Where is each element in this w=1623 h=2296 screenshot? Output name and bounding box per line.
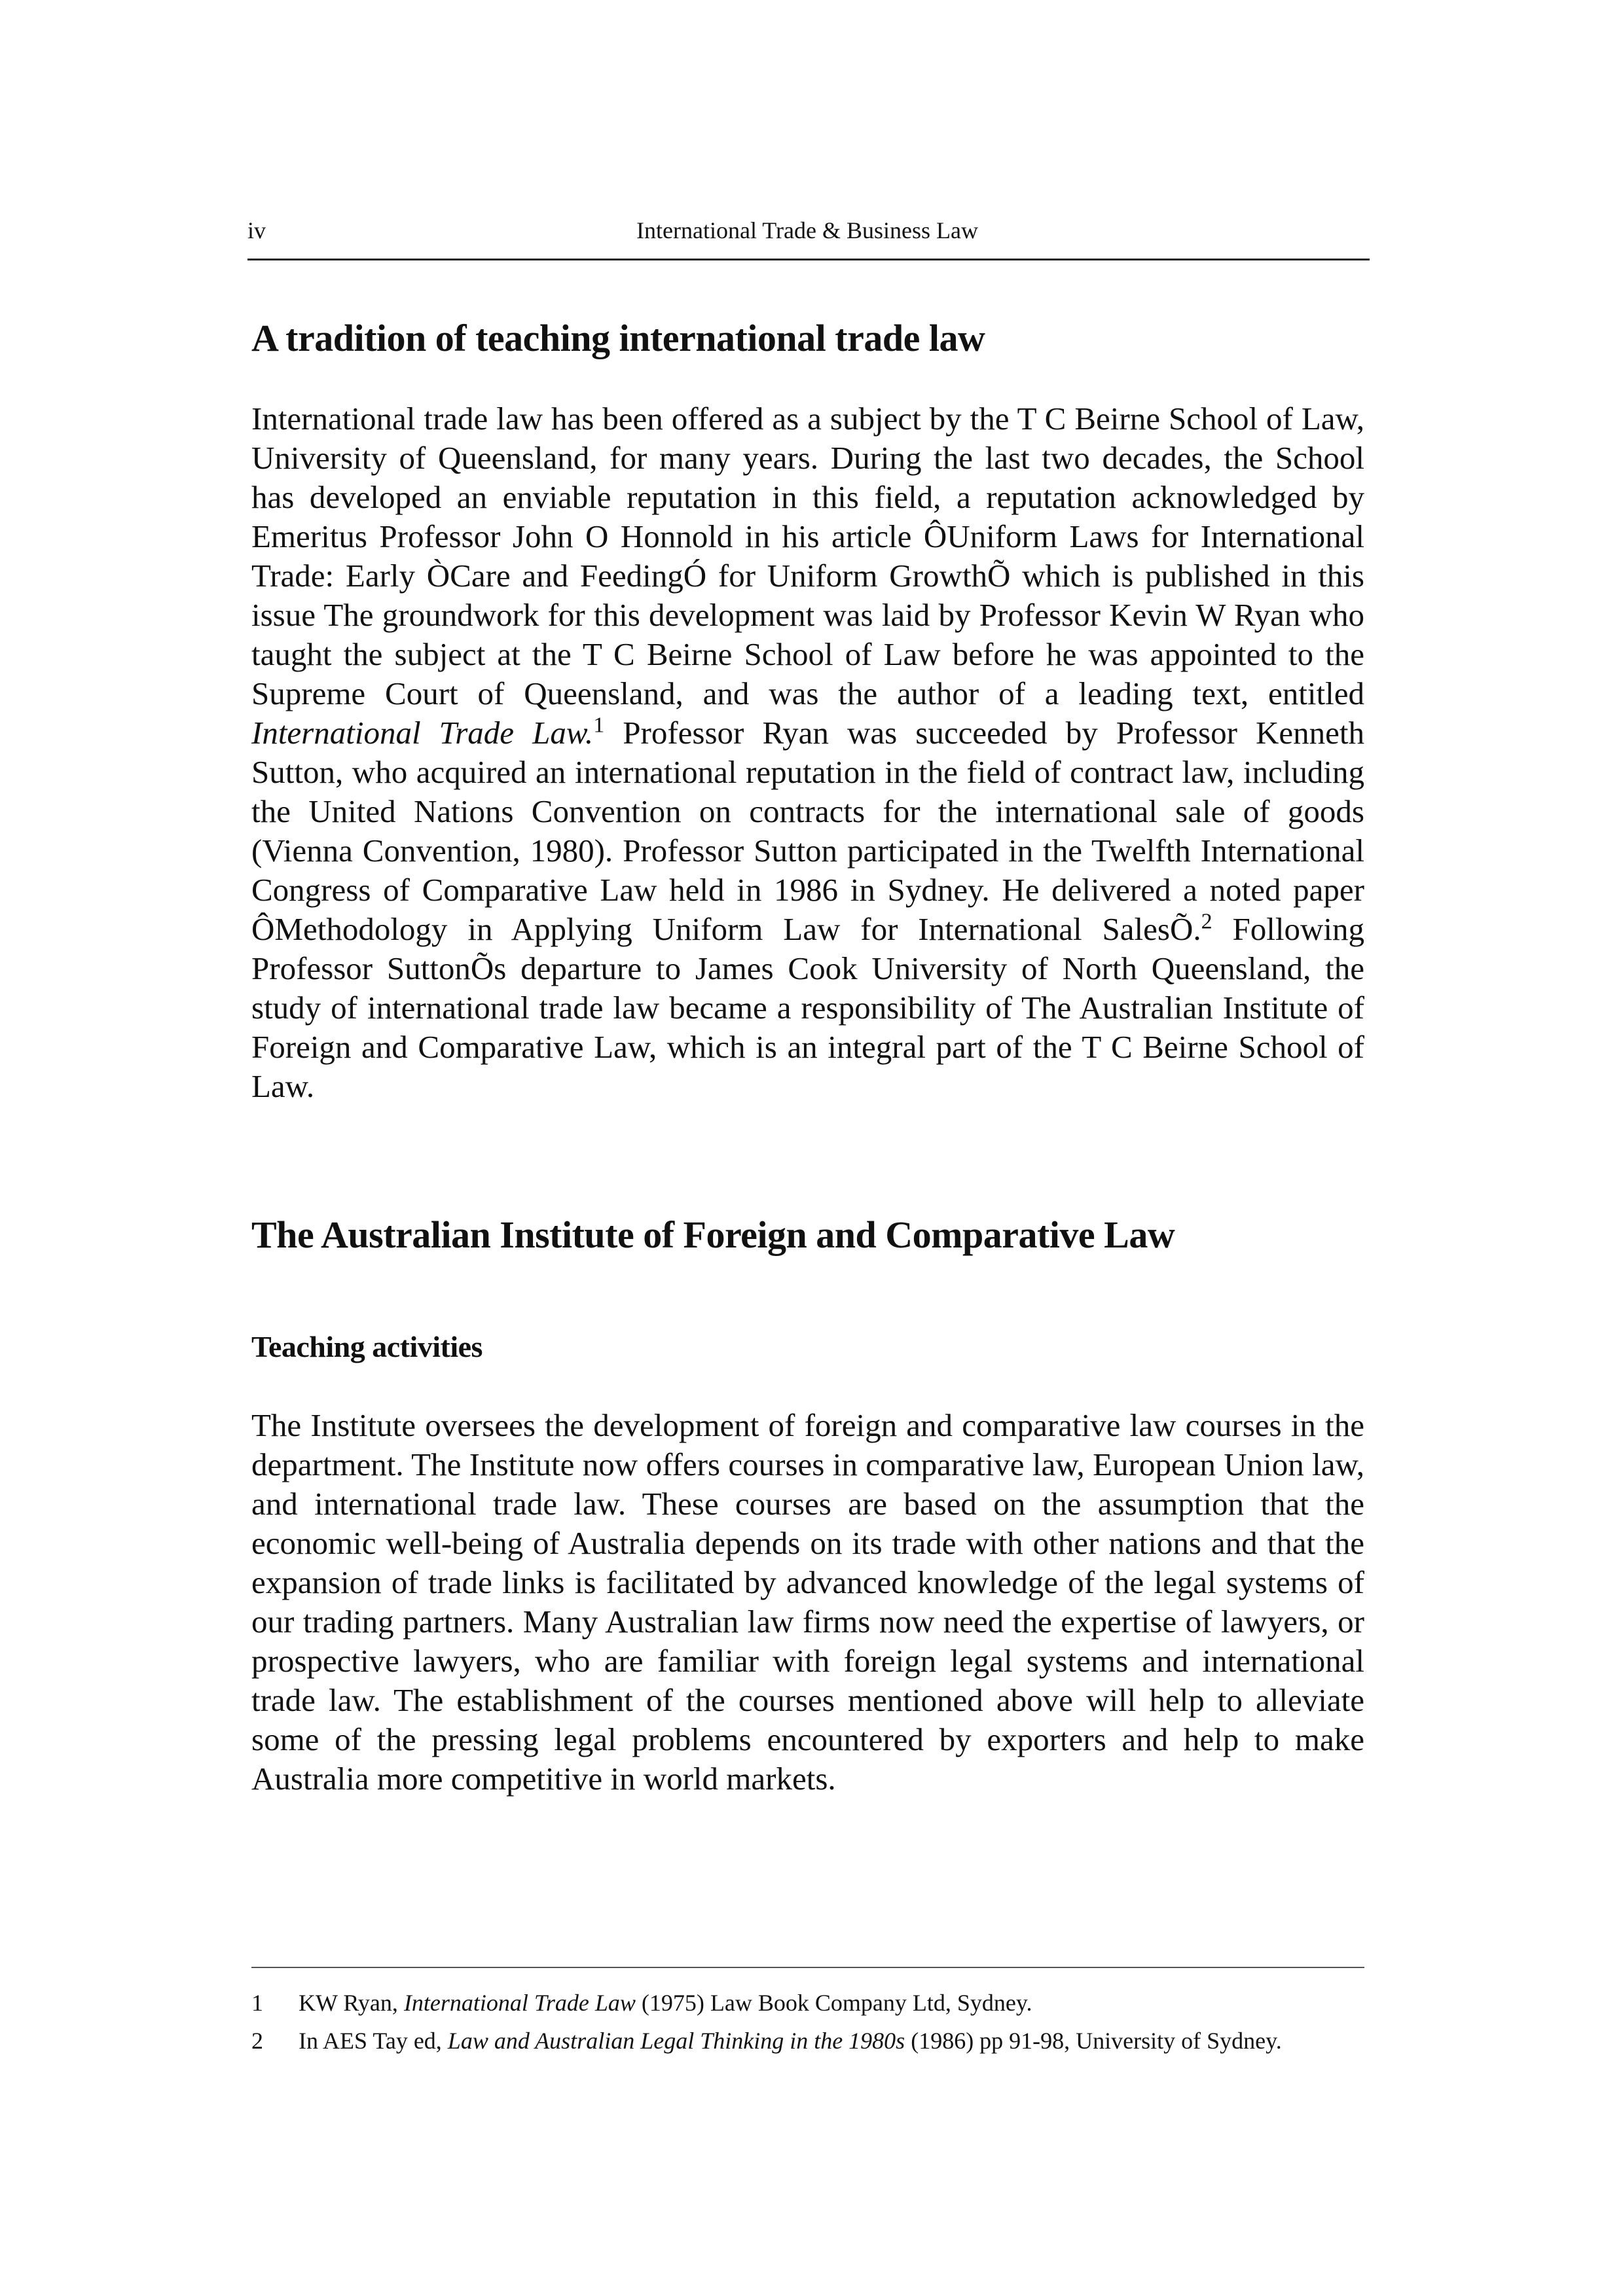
header-rule	[247, 259, 1370, 260]
footnote-text	[299, 2026, 1364, 2055]
footnote-2	[251, 2026, 1364, 2055]
footnote-ref-1: 1	[593, 713, 605, 738]
footnote-title-italic: International Trade Law	[403, 1990, 636, 2016]
section-heading-tradition: A tradition of teaching international trade law	[251, 317, 985, 359]
footnote-text-before: In AES Tay ed,	[299, 2028, 448, 2054]
paragraph-text: Professor Ryan was succeeded by Professor Kenneth Sutton, who acquired an international reputation in the field of contract law, including the United Nations Convention on contracts for the international sale of goods (Vienna Convention, 1980). Professor Sutton participated in the Twelfth International Congress of Comparative Law held in 1986 in Sydney. He delivered a noted paper ÔMethodology in Applying Uniform Law for International SalesÕ.	[251, 715, 1364, 947]
running-head	[247, 213, 1367, 247]
footnote-text-before: KW Ryan,	[299, 1990, 404, 2016]
footnote-rule	[251, 1967, 1364, 1968]
footnote-text-after: (1975) Law Book Company Ltd, Sydney.	[635, 1990, 1032, 2016]
paragraph-text: Following Professor SuttonÕs departure to James Cook University of North Queensland, the study of international trade law became a responsibility of The Australian Institute of Foreign and Comparative Law, which is an integral part of the T C Beirne School of Law.	[251, 911, 1365, 1104]
page-number: iv	[247, 217, 266, 243]
subheading-teaching-activities: Teaching activities	[251, 1330, 483, 1363]
footnote-number: 2	[251, 2028, 263, 2054]
section-heading-institute: The Australian Institute of Foreign and Comparative Law	[251, 1213, 1175, 1256]
footnote-text-after: (1986) pp 91-98, University of Sydney.	[905, 2028, 1282, 2054]
footnote-ref-2: 2	[1201, 909, 1213, 934]
footnote-1	[251, 1988, 1364, 2017]
paragraph-text: International trade law has been offered as a subject by the T C Beirne School of Law, University of Queensland, for many years. During the last two decades, the School has developed an enviable reputation in this field, a reputation acknowledged by Emeritus Professor John O Honnold in his article ÔUniform Laws for International Trade: Early ÒCare and FeedingÓ for Uniform GrowthÕ which is published in this issue The groundwork for this development was laid by Professor Kevin W Ryan who taught the subject at the T C Beirne School of Law before he was appointed to the Supreme Court of Queensland, and was the author of a leading text, entitled	[251, 401, 1364, 711]
footnote-title-italic: Law and Australian Legal Thinking in the 1980s	[447, 2028, 905, 2054]
paragraph-tradition	[251, 399, 1364, 1106]
paragraph-teaching-activities: The Institute oversees the development of foreign and comparative law courses in the department. The Institute now offers courses in comparative law, European Union law, and international trade law. These courses are based on the assumption that the economic well-being of Australia depends on its trade with other nations and that the expansion of trade links is facilitated by advanced knowledge of the legal systems of our trading partners. Many Australian law firms now need the expertise of lawyers, or prospective lawyers, who are familiar with foreign legal systems and international trade law. The establishment of the courses mentioned above will help to alleviate some of the pressing legal problems encountered by exporters and help to make Australia more competitive in world markets.	[251, 1407, 1364, 1797]
running-head-title: International Trade & Business Law	[636, 217, 978, 243]
footnote-number: 1	[251, 1990, 263, 2016]
footnote-text	[299, 1988, 1364, 2017]
book-title-italic: International Trade Law.	[251, 715, 594, 751]
